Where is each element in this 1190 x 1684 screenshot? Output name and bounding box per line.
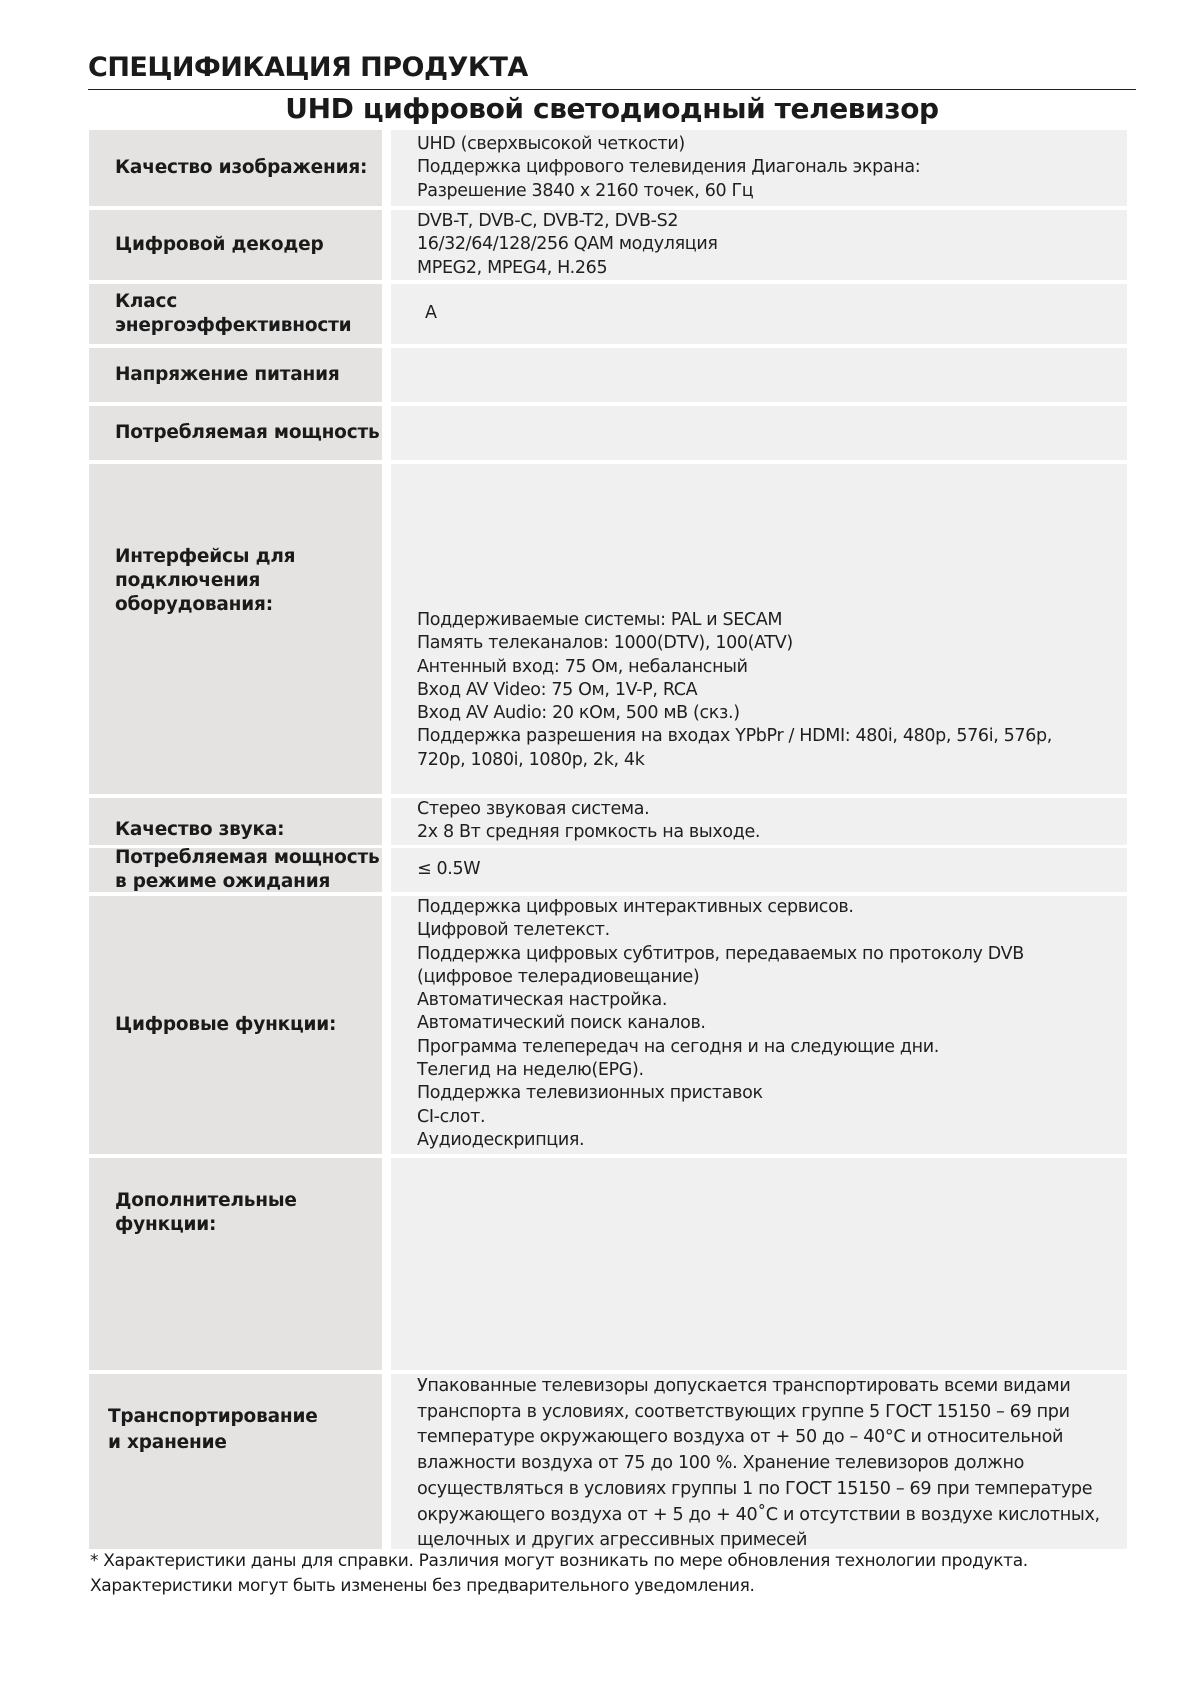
spec-value: UHD (сверхвысокой четкости) Поддержка цифрового телевидения Диагональ экрана: Разрешение 3840 х 2160 точек, 60 Гц [417, 134, 921, 201]
spec-label-cell [89, 406, 382, 460]
spec-label-cell [89, 348, 382, 402]
footnote-line: * Характеристики даны для справки. Различия могут возникать по мере обновления технологии продукта. [90, 1551, 1028, 1571]
spec-value-cell [391, 348, 1127, 402]
spec-value: ≤ 0.5W [417, 859, 481, 879]
spec-label-cell [89, 896, 382, 1154]
spec-label: Транспортирование и хранение [108, 1406, 318, 1453]
spec-row-interfaces [89, 464, 1127, 794]
spec-row-image-quality [89, 130, 1127, 206]
spec-label-cell [89, 848, 382, 892]
spec-row-voltage [89, 348, 1127, 402]
spec-label-cell [89, 1374, 382, 1549]
spec-label: Интерфейсы для подключения оборудования: [115, 546, 296, 615]
spec-value-cell [391, 1374, 1127, 1549]
spec-label-cell [89, 464, 382, 794]
spec-value: A [425, 303, 437, 323]
spec-row-additional [89, 1158, 1127, 1370]
spec-label: Качество изображения: [115, 157, 368, 178]
spec-value: Упакованные телевизоры допускается транспортировать всеми видами транспорта в условиях, соответствующих группе 5 ГОСТ 15150 – 69 при температуре окружающего воздуха от + 50 до – 40°С и относительной влажности воздуха от 75 до 100 %. Хранение телевизоров должно осуществляться в условиях группы 1 по ГОСТ 15150 – 69 при температуре окружающего воздуха от + 5 до + 40˚С и отсутствии в воздухе кислотных, щелочных и других агрессивных примесей [417, 1376, 1100, 1551]
spec-label: Цифровые функции: [115, 1014, 337, 1035]
spec-label: Потребляемая мощность [115, 422, 380, 443]
spec-label-cell [89, 210, 382, 280]
spec-value-cell [391, 1158, 1127, 1370]
spec-label-cell [89, 798, 382, 845]
spec-label: Цифровой декодер [115, 234, 324, 255]
spec-value: Поддерживаемые системы: PAL и SECAM Память телеканалов: 1000(DTV), 100(ATV) Антенный вход: 75 Ом, небалансный Вход AV Video: 75 Ом, 1V-P, RCA Вход AV Audio: 20 кОм, 500 мВ (скз.) Поддержка разрешения на входах YPbPr / HDMI: 480i, 480p, 576i, 576p, 720p, 1080i, 1080p, 2k, 4k [417, 610, 1052, 770]
spec-row-power [89, 406, 1127, 460]
spec-row-energy-class [89, 284, 1127, 344]
spec-value-cell [391, 284, 1127, 344]
spec-label: Напряжение питания [115, 364, 340, 385]
spec-value: Стерео звуковая система. 2х 8 Вт средняя громкость на выходе. [417, 799, 761, 843]
spec-row-transport [89, 1374, 1127, 1549]
spec-value-cell [391, 406, 1127, 460]
spec-label: Потребляемая мощность в режиме ожидания [115, 847, 380, 892]
spec-label: Класс энергоэффективности [115, 291, 352, 336]
spec-value-cell [391, 798, 1127, 845]
spec-row-digital-functions [89, 896, 1127, 1154]
spec-row-sound [89, 798, 1127, 845]
spec-value-cell [391, 848, 1127, 892]
spec-label-cell [89, 1158, 382, 1370]
product-subtitle: UHD цифровой светодиодный телевизор [285, 92, 939, 125]
footnote-line: Характеристики могут быть изменены без предварительного уведомления. [90, 1576, 755, 1596]
spec-row-standby [89, 848, 1127, 892]
spec-label-cell [89, 284, 382, 344]
spec-value-cell [391, 896, 1127, 1154]
spec-value-cell [391, 210, 1127, 280]
spec-value: DVB-T, DVB-C, DVB-T2, DVB-S2 16/32/64/128/256 QAM модуляция MPEG2, MPEG4, H.265 [417, 211, 718, 278]
spec-value-cell [391, 464, 1127, 794]
spec-label-cell [89, 130, 382, 206]
spec-label: Качество звука: [115, 818, 285, 840]
spec-value-cell [391, 130, 1127, 206]
title-divider [88, 89, 1136, 90]
spec-row-decoder [89, 210, 1127, 280]
page-title: СПЕЦИФИКАЦИЯ ПРОДУКТА [88, 52, 528, 83]
spec-value: Поддержка цифровых интерактивных сервисов. Цифровой телетекст. Поддержка цифровых субтитров, передаваемых по протоколу DVB (цифровое телерадиовещание) Автоматическая настройка. Автоматический поиск каналов. Программа телепередач на сегодня и на следующие дни. Телегид на неделю(EPG). Поддержка телевизионных приставок CI-слот. Аудиодескрипция. [417, 897, 1024, 1150]
footnote [90, 1549, 1150, 1599]
spec-label: Дополнительные функции: [115, 1190, 297, 1235]
